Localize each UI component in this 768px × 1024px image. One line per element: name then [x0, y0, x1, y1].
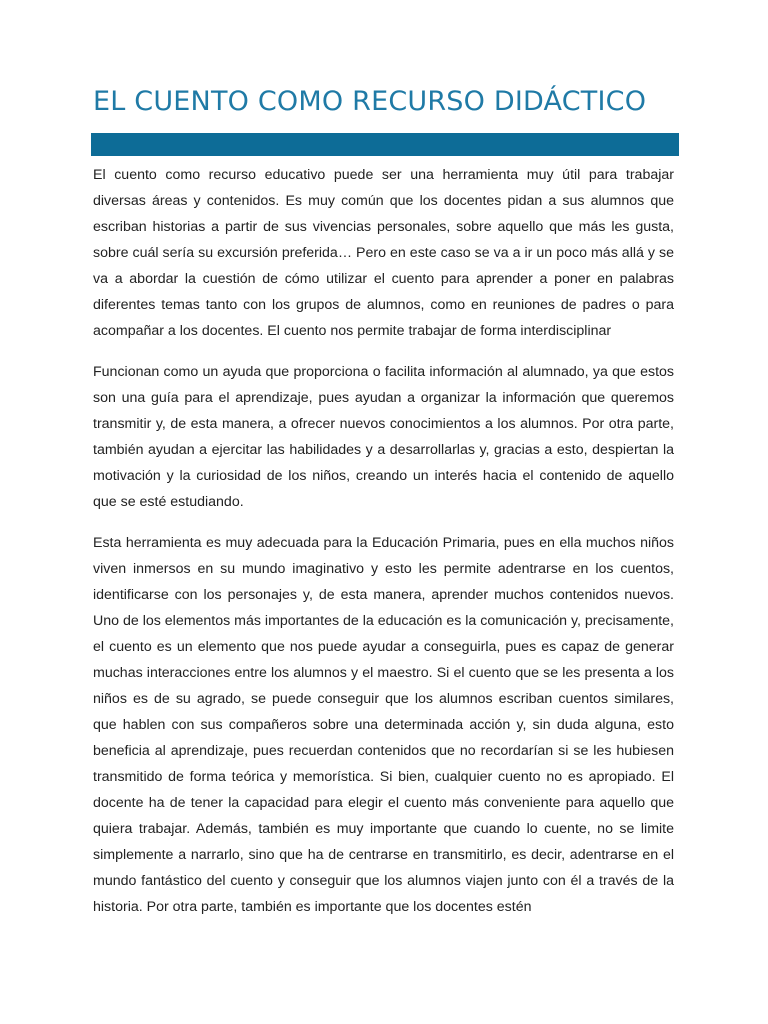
- document-body: [93, 162, 674, 935]
- paragraph-3: Esta herramienta es muy adecuada para la Educación Primaria, pues en ella muchos niños viven inmersos en su mundo imaginativo y esto les permite adentrarse en los cuentos, identificarse con los personajes y, de esta manera, aprender muchos contenidos nuevos. Uno de los elementos más importantes de la educación es la comunicación y, precisamente, el cuento es un elemento que nos puede ayudar a conseguirla, pues es capaz de generar muchas interacciones entre los alumnos y el maestro. Si el cuento que se les presenta a los niños es de su agrado, se puede conseguir que los alumnos escriban cuentos similares, que hablen con sus compañeros sobre una determinada acción y, sin duda alguna, esto beneficia al aprendizaje, pues recuerdan contenidos que no recordarían si se les hubiesen transmitido de forma teórica y memorística. Si bien, cualquier cuento no es apropiado. El docente ha de tener la capacidad para elegir el cuento más conveniente para aquello que quiera trabajar. Además, también es muy importante que cuando lo cuente, no se limite simplemente a narrarlo, sino que ha de centrarse en transmitirlo, es decir, adentrarse en el mundo fantástico del cuento y conseguir que los alumnos viajen junto con él a través de la historia. Por otra parte, también es importante que los docentes estén: [93, 535, 674, 915]
- paragraph-1: El cuento como recurso educativo puede ser una herramienta muy útil para trabajar diversas áreas y contenidos. Es muy común que los docentes pidan a sus alumnos que escriban historias a partir de sus vivencias personales, sobre aquello que más les gusta, sobre cuál sería su excursión preferida… Pero en este caso se va a ir un poco más allá y se va a abordar la cuestión de cómo utilizar el cuento para aprender a poner en palabras diferentes temas tanto con los grupos de alumnos, como en reuniones de padres o para acompañar a los docentes. El cuento nos permite trabajar de forma interdisciplinar: [93, 167, 674, 339]
- document-title: EL CUENTO COMO RECURSO DIDÁCTICO: [93, 86, 647, 117]
- paragraph-2: Funcionan como un ayuda que proporciona o facilita información al alumnado, ya que estos son una guía para el aprendizaje, pues ayudan a organizar la información que queremos transmitir y, de esta manera, a ofrecer nuevos conocimientos a los alumnos. Por otra parte, también ayudan a ejercitar las habilidades y a desarrollarlas y, gracias a esto, despiertan la motivación y la curiosidad de los niños, creando un interés hacia el contenido de aquello que se esté estudiando.: [93, 364, 674, 510]
- title-accent-bar: [91, 133, 679, 156]
